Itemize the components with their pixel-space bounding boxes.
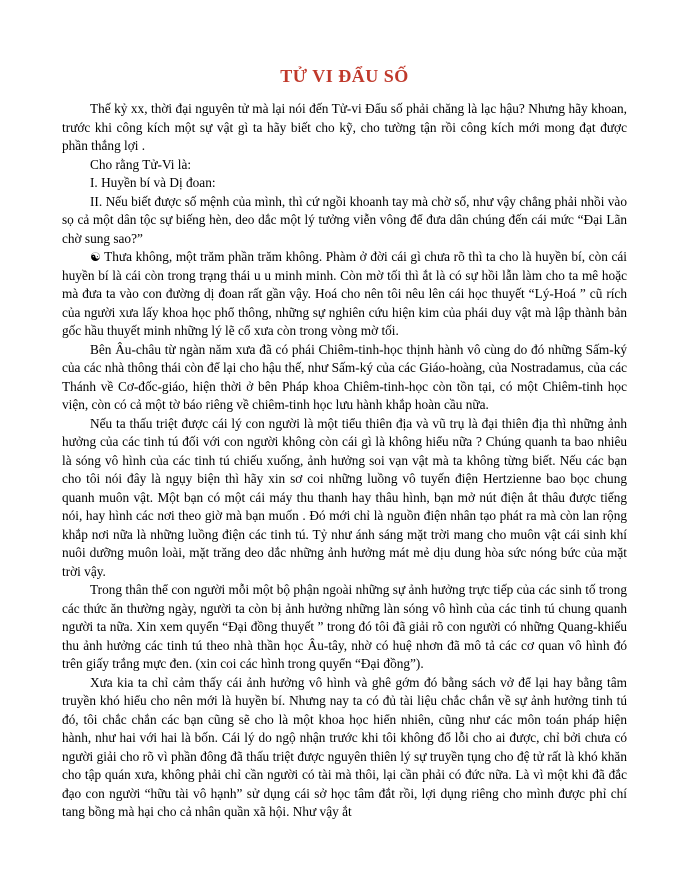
page-title: TỬ VI ĐẨU SỐ	[280, 66, 409, 86]
cosmos-paragraph: Nếu ta thấu triệt được cái lý con người là một tiểu thiên địa và vũ trụ là đại thiên địa thì những ảnh hưởng của các tinh tú đối với con người không còn cái gì là không hiểu nữa ? Chúng quanh ta bao nhiêu là sóng vô hình của các tinh tú chiếu xuống, ảnh hưởng soi vạn vật mà ta không từng biết. Nếu các bạn cho tôi nói đây là ngụy biện thì hãy xin sơ coi những luồng vô tuyến điện Hertzienne bao bọc chung quanh muôn vật. Một bạn có một cái máy thu thanh hay thâu hình, bạn mở nút điện ắt thâu được tiếng nói, hay hình các nơi theo giờ mà bạn muốn . Đó mới chỉ là nguồn điện nhân tạo phát ra mà còn lan rộng khắp nơi nữa là những luồng điện các tinh tú. Tỷ như ánh sáng mặt trời mang cho muôn vật cái sinh khí nuôi dưỡng muôn loài, mặt trăng deo dắc những ảnh hưởng mát mẻ dịu dung hòa sức nóng bức của mặt trời vậy.	[62, 415, 627, 579]
claim-item-2: II. Nếu biết được số mệnh của mình, thì cứ ngồi khoanh tay mà chờ số, như vậy chẳng phải nhồi vào sọ cả một dân tộc sự biếng hèn, deo dắc một lý tưởng viễn vông để đưa dân chúng đến cái mức “Đại Lãn chờ sung sao?”	[62, 193, 627, 246]
document-body	[62, 100, 627, 822]
answer-paragraph	[62, 248, 627, 341]
claim-line: Cho rằng Tử-Vi là:	[90, 156, 192, 172]
body-paragraph: Trong thân thể con người mỗi một bộ phận ngoài những sự ảnh hưởng trực tiếp của các sinh tố trong các thức ăn thường ngày, người ta còn bị ảnh hưởng những làn sóng vô hình của các tinh tú chung quanh người ta nữa. Xin xem quyển “Đại đồng thuyết ” trong đó tôi đã giải rõ con người có những Quang-khiếu thu ảnh hưởng các tinh tú theo nhà thần học Âu-tây, nhờ có huệ nhơn đã mô tả các cơ quan vô hình đó trên giấy trắng mực đen. (xin coi các hình trong quyển “Đại đồng”).	[62, 582, 627, 671]
claim-item-1: I. Huyền bí và Dị đoan:	[90, 175, 216, 190]
intro-paragraph: Thế kỷ xx, thời đại nguyên tử mà lại nói đến Tử-vi Đẩu số phải chăng là lạc hậu? Nhưng hãy khoan, trước khi công kích một sự vật gì ta hãy biết cho kỹ, cho tường tận rồi công kích mới mong đạt được phần thắng lợi .	[62, 101, 627, 153]
yin-yang-icon: ☯	[90, 250, 101, 264]
answer-text: Thưa không, một trăm phần trăm không. Phàm ở đời cái gì chưa rõ thì ta cho là huyền bí, còn cái huyền bí là cái còn trong trạng thái u u minh minh. Còn mờ tối thì ắt là có sự hồi lẫn làm cho ta mê hoặc mà đưa ta vào con đường dị đoan rất gần vậy. Hoá cho nên tôi nêu lên cái học thuyết “Lý-Hoá ” cũ rích của người xưa lấy khoa học phổ thông, những sự nghiên cứu hiện kim của phái duy vật mà lập thành bản gốc hầu thuyết minh những lý lẽ cổ xưa còn trong vòng mờ tối.	[62, 249, 627, 338]
europe-paragraph: Bên Âu-châu từ ngàn năm xưa đã có phái Chiêm-tinh-học thịnh hành vô cùng do đó những Sấm-ký của các nhà thông thái còn để lại cho hậu thế, như Sấm-ký của các Giáo-hoàng, của Nostradamus, của các Thánh về Cơ-đốc-giáo, hiện thời ở bên Pháp khoa Chiêm-tinh-học còn tồn tại, có một Chiêm-tinh học viện, còn có cả một tờ báo riêng về chiêm-tinh học lưu hành khắp hoàn cầu nữa.	[62, 341, 627, 412]
history-paragraph: Xưa kia ta chỉ cảm thấy cái ảnh hưởng vô hình và ghê gớm đó bằng sách vở để lại hay bằng tâm truyền khó hiểu cho nên mới là huyền bí. Nhưng nay ta có đủ tài liệu chắc chắn về sự ảnh hưởng tinh tú đó, tôi chắc chắn các bạn cũng sẽ cho là một khoa học hiển nhiên, cũng như các môn toán pháp hiện hành, như hai với hai là bốn. Cái lý do ngộ nhận trước khi tôi không đổ lỗi cho ai được, chỉ bởi chưa có người giải cho rõ vì phần đông đã thấu triệt được nguyên thiên lý sự truyền tụng cho đệ tử rất là khó khăn cho tập quán xưa, không phải chỉ cần người có tài mà thôi, lại cần phải có đức nữa. Là vì một khi đã đắc đạo con người “hữu tài vô hạnh” sử dụng cái sở học tâm đắt rồi, lợi dụng riêng cho mình được phỉ chí tang bồng mà hại cho cả nhân quần xã hội. Như vậy ắt	[62, 674, 627, 819]
